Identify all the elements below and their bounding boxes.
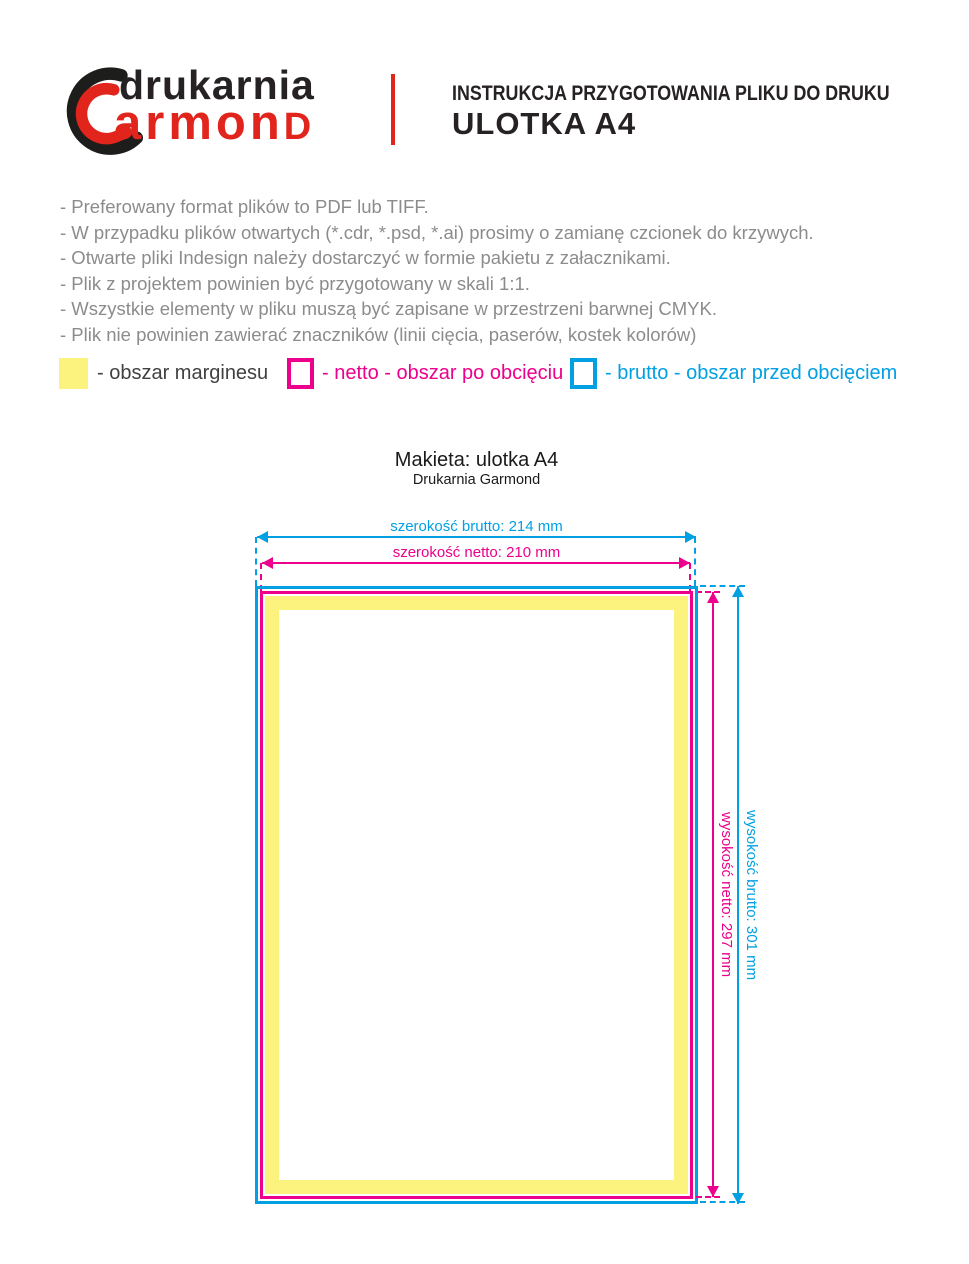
instructions-list [60, 194, 920, 347]
extension-line [255, 537, 257, 586]
logo-text-armon: armon [114, 96, 284, 150]
width-brutto-arrow [257, 536, 696, 538]
margin-area-swatch [59, 358, 88, 389]
page-title: INSTRUKCJA PRZYGOTOWANIA PLIKU DO DRUKU [452, 82, 890, 105]
netto-area-swatch [287, 358, 314, 389]
extension-line [700, 1201, 745, 1203]
width-netto-arrow [262, 562, 690, 564]
width-netto-label: szerokość netto: 210 mm [392, 544, 561, 561]
instruction-line: - Plik nie powinien zawierać znaczników (linii cięcia, paserów, kostek kolorów) [60, 323, 697, 345]
width-brutto-label: szerokość brutto: 214 mm [390, 518, 563, 535]
margin-legend-label: - obszar marginesu [97, 362, 269, 384]
header-divider [391, 74, 395, 145]
instruction-line: - Plik z projektem powinien być przygotowany w skali 1:1. [60, 272, 530, 294]
mockup-title: Makieta: ulotka A4 [394, 449, 559, 471]
mockup-subtitle: Drukarnia Garmond [412, 472, 541, 488]
logo-text-cap-d: D [283, 106, 312, 148]
instruction-line: - Wszystkie elementy w pliku muszą być zapisane w przestrzeni barwnej CMYK. [60, 298, 717, 319]
netto-legend-label: - netto - obszar po obcięciu [322, 362, 564, 384]
height-brutto-arrow [737, 586, 739, 1204]
logo-text-drukarnia: drukarnia [119, 62, 315, 108]
brutto-area-swatch [570, 358, 597, 389]
height-brutto-label: wysokość brutto: 301 mm [743, 809, 760, 981]
instruction-line: - W przypadku plików otwartych (*.cdr, *.psd, *.ai) prosimy o zamianę czcionek do krzywych. [60, 221, 814, 243]
height-netto-label: wysokość netto: 297 mm [718, 812, 735, 978]
extension-line [696, 1196, 720, 1198]
logo-text-garmond [114, 96, 312, 150]
height-netto-arrow [712, 592, 714, 1197]
product-title: ULOTKA A4 [452, 106, 637, 141]
brutto-legend-label: - brutto - obszar przed obcięciem [605, 362, 898, 384]
extension-line [694, 537, 696, 586]
margin-area-rect [265, 596, 688, 1194]
instruction-line: - Preferowany format plików to PDF lub TIFF. [60, 196, 429, 217]
instruction-line: - Otwarte pliki Indesign należy dostarczyć w formie pakietu z załacznikami. [60, 247, 671, 268]
